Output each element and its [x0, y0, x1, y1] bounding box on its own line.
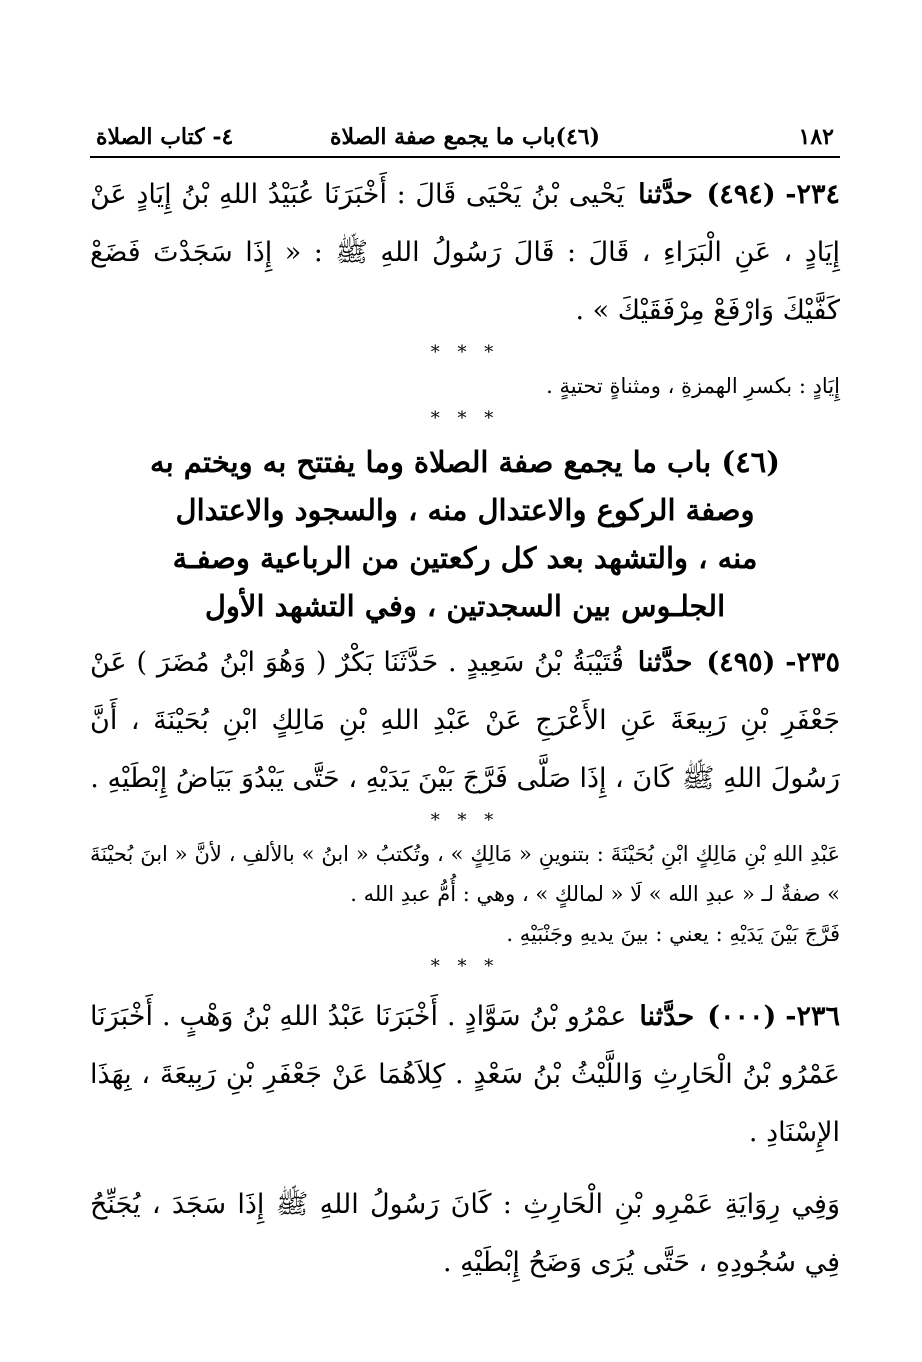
hadith-236-variant: وَفِي رِوَايَةِ عَمْرِو بْنِ الْحَارِثِ : كَانَ رَسُولُ اللهِ ﷺ إِذَا سَجَدَ ، يُجَنِّحُ فِي سُجُودِهِ ، حَتَّى يُرَى وَضَحُ إِبْطَيْهِ .: [90, 1189, 840, 1278]
page-header: [90, 118, 840, 158]
hadith-ref: (٠٠٠): [707, 1001, 777, 1032]
footnote-235-b: فَرَّجَ بَيْنَ يَدَيْهِ : يعني : بينَ يديهِ وجَنْبَيْهِ .: [506, 922, 840, 946]
hadith-lead: حدَّثنا: [637, 647, 693, 678]
hadith-number: ٢٣٦-: [785, 1001, 841, 1032]
chapter-line: الجلـوس بين السجدتين ، وفي التشهد الأول: [204, 589, 726, 623]
chapter-line: (٤٦) باب ما يجمع صفة الصلاة وما يفتتح به ويختم به: [150, 445, 780, 479]
book-page: [90, 118, 840, 1318]
hadith-text: قُتَيْبَةُ بْنُ سَعِيدٍ . حَدَّثَنَا بَكْرٌ ( وَهُوَ ابْنُ مُضَرَ ) عَنْ جَعْفَرِ بْنِ رَبِيعَةَ عَنِ الأَعْرَجِ عَنْ عَبْدِ اللهِ بْنِ مَالِكٍ ابْنِ بُحَيْنَةَ ، أَنَّ رَسُولَ اللهِ ﷺ كَانَ ، إِذَا صَلَّى فَرَّجَ بَيْنَ يَدَيْهِ ، حَتَّى يَبْدُوَ بَيَاضُ إِبْطَيْهِ .: [90, 647, 840, 794]
page-number: ١٨٢: [798, 124, 834, 150]
footnote-235-a: عَبْدِ اللهِ بْنِ مَالِكٍ ابْنِ بُحَيْنَةَ : بتنوينِ « مَالِكٍ » ، وتُكتبُ « ابنُ » بالألفِ ، لأنَّ « ابنَ بُحيْنَةَ » صفةٌ لـ « عبدِ الله » لَا « لمالكٍ » ، وهي : أُمُّ عبدِ الله .: [90, 842, 840, 906]
hadith-text: يَحْيى بْنُ يَحْيَى قَالَ : أَخْبَرَنَا عُبَيْدُ اللهِ بْنُ إِيَادٍ عَنْ إِيَادٍ ، عَنِ الْبَرَاءِ ، قَالَ : قَالَ رَسُولُ اللهِ ﷺ : « إِذَا سَجَدْتَ فَضَعْ كَفَّيْكَ وَارْفَعْ مِرْفَقَيْكَ » .: [90, 179, 840, 326]
chapter-heading: [90, 438, 840, 630]
hadith-ref: (٤٩٥): [706, 647, 776, 678]
footnote-234: إِيَادٍ : بكسرِ الهمزةِ ، ومثناةٍ تحتيةٍ .: [546, 374, 840, 398]
separator-stars: * * *: [430, 810, 500, 831]
separator-stars: * * *: [430, 408, 500, 429]
hadith-234: [90, 166, 840, 340]
hadith-ref: (٤٩٤): [706, 179, 776, 210]
hadith-number: ٢٣٥-: [785, 647, 840, 678]
chapter-line: منه ، والتشهد بعد كل ركعتين من الرباعية وصفـة: [172, 541, 758, 575]
hadith-text: عمْرُو بْنُ سَوَّادٍ . أَخْبَرَنَا عَبْدُ اللهِ بْنُ وَهْبٍ . أَخْبَرَنَا عَمْرُو بْنُ الْحَارِثِ وَاللَّيْثُ بْنُ سَعْدٍ . كِلاَهُمَا عَنْ جَعْفَرِ بْنِ رَبِيعَةَ ، بِهَذَا الإِسْنَادِ .: [90, 1001, 840, 1148]
hadith-lead: حدَّثنا: [638, 179, 693, 210]
separator-stars: * * *: [430, 342, 500, 363]
separator-stars: * * *: [430, 956, 500, 977]
hadith-235: [90, 634, 840, 808]
hadith-number: ٢٣٤-: [785, 179, 840, 210]
chapter-line: وصفة الركوع والاعتدال منه ، والسجود والاعتدال: [175, 493, 755, 527]
running-title: (٤٦)باب ما يجمع صفة الصلاة: [329, 124, 601, 150]
hadith-236: [90, 988, 840, 1162]
hadith-lead: حدَّثنا: [639, 1001, 695, 1032]
book-title: ٤- كتاب الصلاة: [96, 124, 234, 150]
